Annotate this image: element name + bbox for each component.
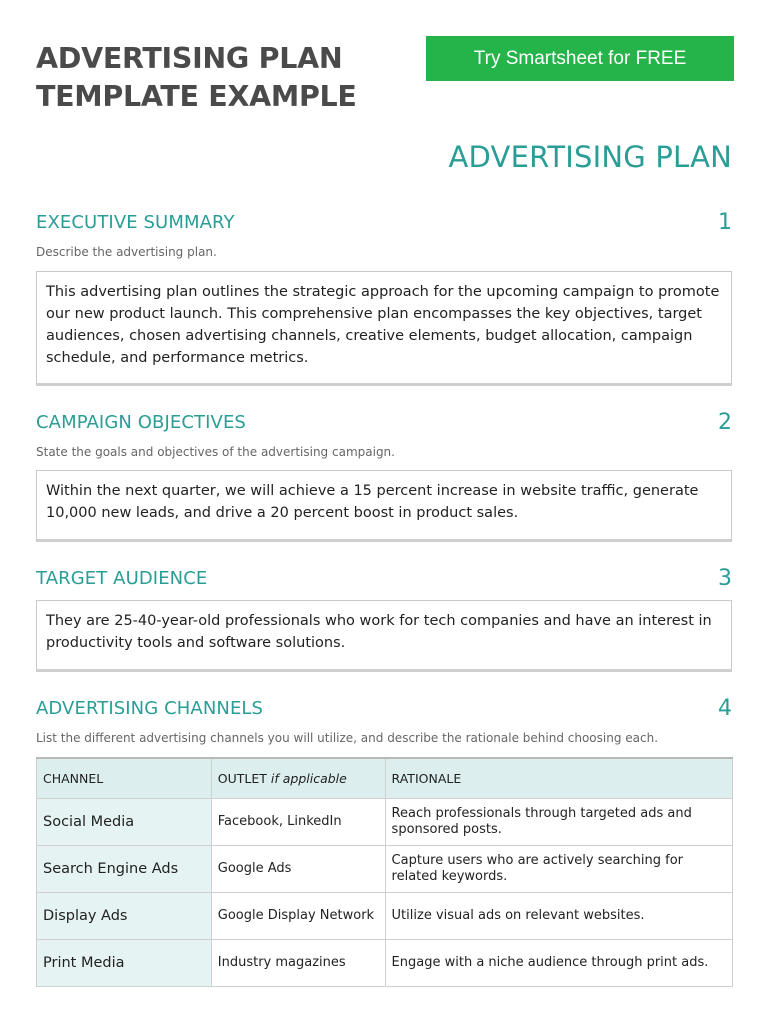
- rationale-cell[interactable]: Capture users who are actively searching for related keywords.: [385, 845, 732, 892]
- section-number: 2: [718, 409, 732, 435]
- rationale-cell[interactable]: Utilize visual ads on relevant websites.: [385, 892, 732, 939]
- section-header-campaign-objectives: [36, 407, 732, 437]
- outlet-cell[interactable]: Google Ads: [211, 845, 385, 892]
- channel-cell[interactable]: Search Engine Ads: [37, 845, 212, 892]
- page-title: [36, 40, 376, 116]
- outlet-cell[interactable]: Facebook, LinkedIn: [211, 798, 385, 845]
- section-title: CAMPAIGN OBJECTIVES: [36, 411, 246, 433]
- table-row: [37, 798, 733, 845]
- header-rationale: RATIONALE: [385, 758, 732, 798]
- table-header-row: [37, 758, 733, 798]
- section-number: 1: [718, 209, 732, 235]
- outlet-cell[interactable]: Google Display Network: [211, 892, 385, 939]
- section-description: Describe the advertising plan.: [36, 245, 217, 259]
- document-title: ADVERTISING PLAN: [448, 140, 732, 174]
- header-outlet-note: if applicable: [270, 770, 347, 786]
- rationale-cell[interactable]: Engage with a niche audience through print ads.: [385, 939, 732, 986]
- target-audience-textbox[interactable]: They are 25-40-year-old professionals who work for tech companies and have an interest in productivity tools and software solutions.: [36, 600, 732, 672]
- section-number: 4: [718, 695, 732, 721]
- section-title: TARGET AUDIENCE: [36, 567, 208, 589]
- section-header-executive-summary: [36, 207, 732, 237]
- section-title: EXECUTIVE SUMMARY: [36, 211, 235, 233]
- table-row: [37, 892, 733, 939]
- try-smartsheet-button[interactable]: Try Smartsheet for FREE: [426, 36, 734, 81]
- section-title: ADVERTISING CHANNELS: [36, 697, 264, 719]
- section-description: State the goals and objectives of the advertising campaign.: [36, 445, 395, 459]
- channel-cell[interactable]: Display Ads: [37, 892, 212, 939]
- campaign-objectives-textbox[interactable]: Within the next quarter, we will achieve a 15 percent increase in website traffic, generate 10,000 new leads, and drive a 20 percent boost in product sales.: [36, 470, 732, 542]
- page-title-line2: TEMPLATE EXAMPLE: [36, 80, 357, 113]
- header-outlet: [211, 758, 385, 798]
- section-number: 3: [718, 565, 732, 591]
- header-channel: CHANNEL: [37, 758, 212, 798]
- table-row: [37, 939, 733, 986]
- executive-summary-textbox[interactable]: This advertising plan outlines the strategic approach for the upcoming campaign to promote our new product launch. This comprehensive plan encompasses the key objectives, target audiences, chosen advertising channels, creative elements, budget allocation, campaign schedule, and performance metrics.: [36, 271, 732, 386]
- section-header-advertising-channels: [36, 693, 732, 723]
- header-outlet-label: OUTLET: [217, 770, 267, 786]
- page-title-line1: ADVERTISING PLAN: [36, 42, 343, 75]
- advertising-channels-table: [36, 757, 733, 987]
- table-row: [37, 845, 733, 892]
- outlet-cell[interactable]: Industry magazines: [211, 939, 385, 986]
- rationale-cell[interactable]: Reach professionals through targeted ads and sponsored posts.: [385, 798, 732, 845]
- section-description: List the different advertising channels you will utilize, and describe the rationale behind choosing each.: [36, 731, 659, 745]
- channel-cell[interactable]: Print Media: [37, 939, 212, 986]
- channel-cell[interactable]: Social Media: [37, 798, 212, 845]
- section-header-target-audience: [36, 563, 732, 593]
